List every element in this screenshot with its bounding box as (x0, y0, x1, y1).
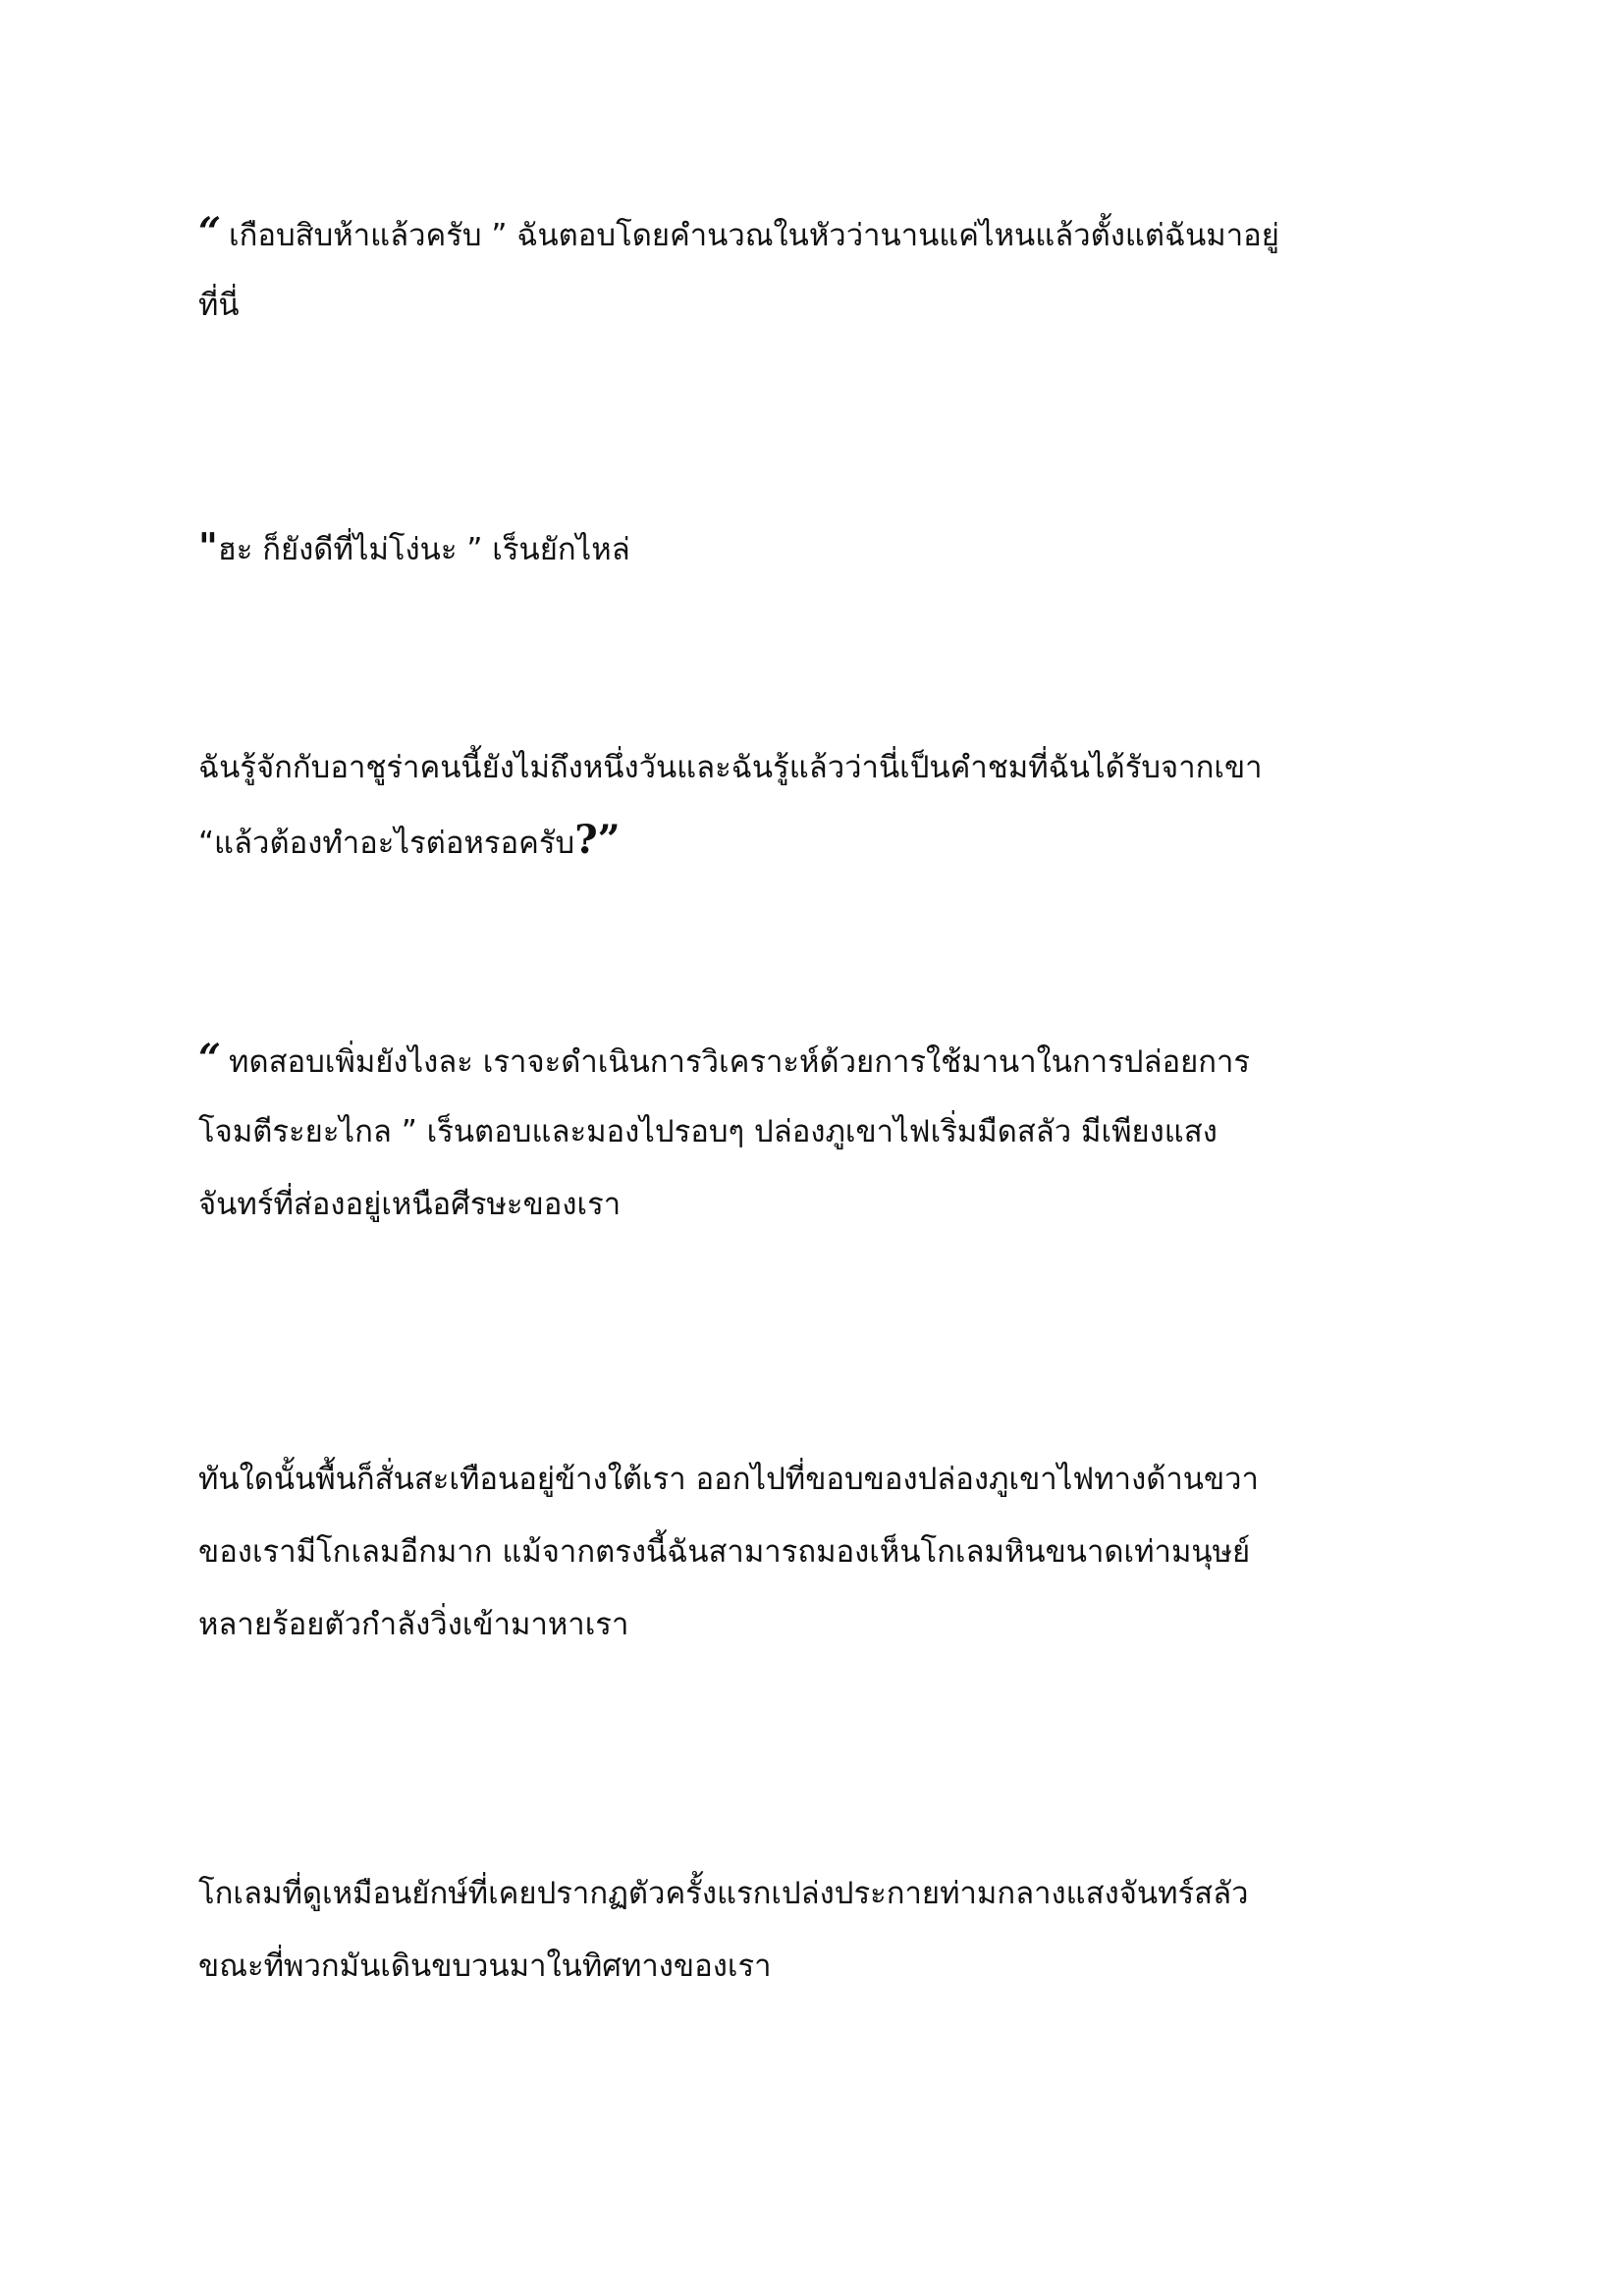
paragraph-5 (198, 1443, 1435, 1661)
paragraph-3-line-1: ฉันรู้จักกับอาชูร่าคนนี้ยังไม่ถึงหนึ่งวันและฉันรู้แล้วว่านี่เป็นคำชมที่ฉันได้รับจากเขา (198, 750, 1263, 785)
paragraph-6 (198, 1857, 1435, 2002)
paragraph-4-line-2: โจมตีระยะไกล ” เร็นตอบและมองไปรอบๆ ปล่องภูเขาไฟเริ่มมืดสลัว มีเพียงแสง (198, 1114, 1218, 1149)
paragraph-4-line-1-text: ทดสอบเพิ่มยังไงละ เราจะดำเนินการวิเคราะห์ด้วยการใช้มานาในการปล่อยการ (229, 1044, 1251, 1080)
paragraph-6-line-2: ขณะที่พวกมันเดินขบวนมาในทิศทางของเรา (198, 1949, 772, 1984)
paragraph-2-line-1-text: ฮะ ก็ยังดีที่ไม่โง่นะ ” เร็นยักไหล่ (217, 532, 630, 567)
paragraph-5-line-1: ทันใดนั้นพื้นก็สั่นสะเทือนอยู่ข้างใต้เรา ออกไปที่ขอบของปล่องภูเขาไฟทางด้านขวา (198, 1462, 1259, 1497)
paragraph-4-line-1 (198, 1023, 1435, 1095)
paragraph-5-line-2: ของเรามีโกเลมอีกมาก แม้จากตรงนี้ฉันสามารถมองเห็นโกเลมหินขนาดเท่ามนุษย์ (198, 1534, 1251, 1570)
open-quote-mark: “ (198, 1036, 222, 1082)
paragraph-2-line-1 (198, 510, 1435, 583)
paragraph-2 (198, 510, 1435, 583)
open-quote-mark: " (198, 525, 218, 568)
paragraph-1-line-2: ที่นี่ (198, 288, 240, 323)
open-quote-mark: “ (198, 209, 222, 255)
paragraph-3-line-2 (198, 804, 1435, 877)
paragraph-4-line-3: จันทร์ที่ส่องอยู่เหนือศีรษะของเรา (198, 1187, 622, 1222)
paragraph-6-line-1: โกเลมที่ดูเหมือนยักษ์ที่เคยปรากฏตัวครั้งแรกเปล่งประกายท่ามกลางแสงจันทร์สลัว (198, 1876, 1249, 1911)
paragraph-1 (198, 196, 1435, 342)
paragraph-4 (198, 1023, 1435, 1241)
paragraph-1-line-1 (198, 196, 1435, 269)
paragraph-1-line-1-text: เกือบสิบห้าแล้วครับ ” ฉันตอบโดยคำนวณในหัวว่านานแค่ไหนแล้วตั้งแต่ฉันมาอยู่ (229, 218, 1279, 253)
question-close-quote: ?” (574, 817, 621, 863)
paragraph-3-line-2-text: “แล้วต้องทำอะไรต่อหรอครับ (198, 826, 575, 861)
paragraph-5-line-3: หลายร้อยตัวกำลังวิ่งเข้ามาหาเรา (198, 1607, 629, 1642)
paragraph-3 (198, 731, 1435, 877)
